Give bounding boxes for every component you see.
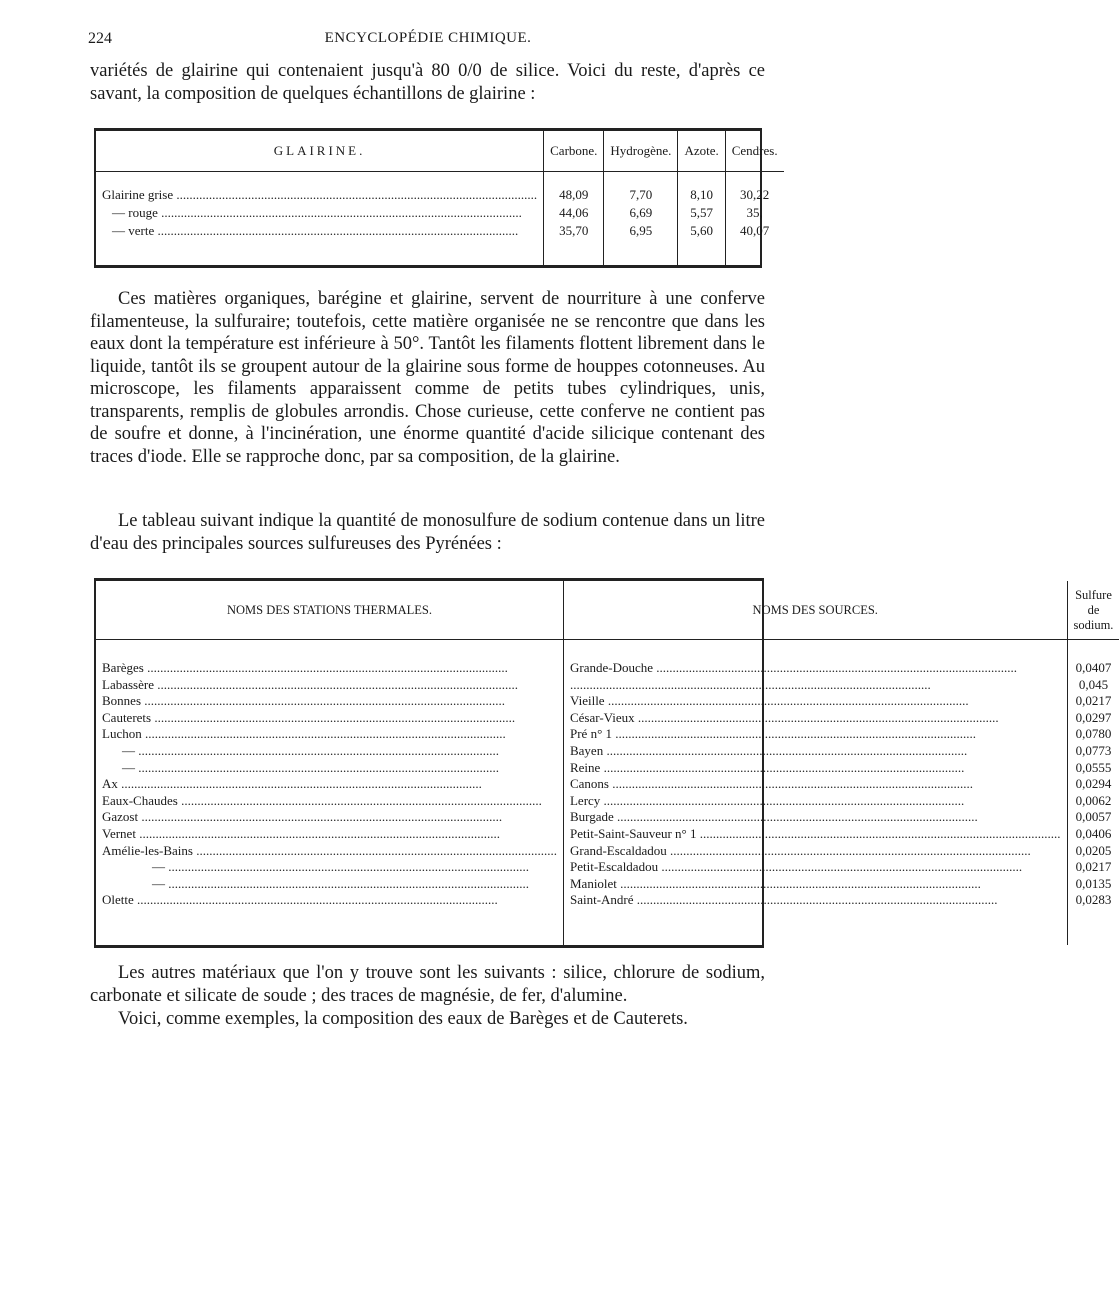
cell-value: 5,60 xyxy=(690,223,713,238)
cell-value: 0,0406 xyxy=(1075,825,1112,841)
cell-value: 0,0217 xyxy=(1075,859,1112,875)
column-header: Carbone. xyxy=(544,131,604,172)
cell-value: 6,95 xyxy=(629,223,653,238)
cell-value: 0,045 xyxy=(1078,676,1109,692)
cendres-column xyxy=(725,172,783,266)
sample-name: — verte ..... xyxy=(102,222,537,240)
header-title: ENCYCLOPÉDIE CHIMIQUE. xyxy=(324,30,532,46)
cell-value: 0,0057 xyxy=(1075,809,1112,825)
azote-column xyxy=(678,172,725,266)
station-name: — ..... xyxy=(102,859,557,876)
source-name: Maniolet ..... xyxy=(570,876,1061,893)
cell-value: 8,10 xyxy=(690,187,713,202)
cell-value: 0,0205 xyxy=(1075,842,1112,858)
column-header: NOMS DES STATIONS THERMALES. xyxy=(96,581,563,640)
station-name: Barèges ..... xyxy=(102,660,557,677)
running-head xyxy=(88,30,768,52)
station-name: Cauterets ..... xyxy=(102,710,557,727)
column-header: Hydrogène. xyxy=(604,131,678,172)
source-name: Petit-Saint-Sauveur n° 1 ..... xyxy=(570,826,1061,843)
station-name: Ax ..... xyxy=(102,776,557,793)
table-body xyxy=(96,172,784,266)
sources-column xyxy=(563,640,1067,946)
station-name: Olette ..... xyxy=(102,892,557,909)
table-header-row xyxy=(96,131,784,172)
paragraph-materiaux: Les autres matériaux que l'on y trouve sont les suivants : silice, chlorure de sodium, carbonate et silicate de soude ; des traces de magnésie, de fer, d'alumine. xyxy=(90,963,765,1006)
source-name: Petit-Escaldadou ..... xyxy=(570,859,1061,876)
column-header: Sulfure de sodium. xyxy=(1067,581,1119,640)
column-header: NOMS DES SOURCES. xyxy=(563,581,1067,640)
paragraph-conferve: Ces matières organiques, barégine et glairine, servent de nourriture à une conferve filamenteuse, la sulfuraire; toutefois, cette matière organisée ne se rencontre que dans les eaux dont la température est inférieure à 50°. Tantôt les filaments flottent librement dans le liquide, tantôt ils se groupent autour de la glairine sous forme de houppes cotonneuses. Au microscope, les filaments apparaissent comme de petits tubes cylindriques, unis, transparents, remplis de globules arrondis. Chose curieuse, cette conferve ne contient pas de soufre et donne, à l'incinération, une énorme quantité d'acide silicique contenant des traces d'iode. Elle se rapproche donc, par sa composition, de la glairine. xyxy=(90,289,765,467)
source-name: Grande-Douche ..... xyxy=(570,660,1061,677)
stations-column xyxy=(96,640,563,946)
cell-value: 7,70 xyxy=(629,187,653,202)
hydrogene-column xyxy=(604,172,678,266)
source-name: Burgade ..... xyxy=(570,809,1061,826)
cell-value: 35,70 xyxy=(559,223,589,238)
cell-value: 6,69 xyxy=(629,205,653,220)
station-name: Luchon ..... xyxy=(102,726,557,743)
sulfure-column xyxy=(1067,640,1119,946)
cell-value: 0,0407 xyxy=(1075,660,1112,675)
paragraph-tableau-intro: Le tableau suivant indique la quantité de monosulfure de sodium contenue dans un litre d'eau des principales sources sulfureuses des Pyrénées : xyxy=(90,511,765,554)
cell-value: 0,0135 xyxy=(1075,875,1112,891)
cell-value: 40,07 xyxy=(740,223,770,238)
cell-value: 0,0294 xyxy=(1075,776,1112,792)
station-name: Labassère ..... xyxy=(102,677,557,694)
cell-value: 44,06 xyxy=(559,205,589,220)
sample-name: — rouge ..... xyxy=(102,204,537,222)
cell-value: 35, xyxy=(746,205,763,220)
station-name: Vernet ..... xyxy=(102,826,557,843)
source-name xyxy=(570,677,1061,694)
source-name: Bayen ..... xyxy=(570,743,1061,760)
station-name: — ..... xyxy=(102,876,557,893)
source-name: Saint-André ..... xyxy=(570,892,1061,909)
paragraph-exemples: Voici, comme exemples, la composition des eaux de Barèges et de Cauterets. xyxy=(118,1009,688,1029)
station-name: Eaux-Chaudes ..... xyxy=(102,793,557,810)
sample-names-column xyxy=(96,172,544,266)
glairine-composition-table xyxy=(94,128,778,268)
source-name: Canons ..... xyxy=(570,776,1061,793)
sulfure-sodium-table xyxy=(94,578,1114,948)
cell-value: 48,09 xyxy=(559,187,589,202)
cell-value: 0,0555 xyxy=(1075,759,1112,775)
source-name: Reine ..... xyxy=(570,760,1061,777)
table-header-row xyxy=(96,581,1119,640)
station-name: Amélie-les-Bains ..... xyxy=(102,843,557,860)
cell-value: 0,0217 xyxy=(1075,693,1112,709)
station-name: Bonnes ..... xyxy=(102,693,557,710)
cell-value: 0,0283 xyxy=(1075,892,1112,908)
cell-value: 0,0773 xyxy=(1075,742,1112,758)
column-header: GLAIRINE. xyxy=(96,131,544,172)
station-name: Gazost ..... xyxy=(102,809,557,826)
source-name: Lercy ..... xyxy=(570,793,1061,810)
cell-value: 0,0780 xyxy=(1075,726,1112,742)
intro-paragraph: variétés de glairine qui contenaient jusqu'à 80 0/0 de silice. Voici du reste, d'après ce savant, la composition de quelques échantillons de glairine : xyxy=(90,61,765,104)
source-name: Vieille ..... xyxy=(570,693,1061,710)
station-name: — ..... xyxy=(102,760,557,777)
cell-value: 30,22 xyxy=(740,187,770,202)
source-name: César-Vieux ..... xyxy=(570,710,1061,727)
column-header: Azote. xyxy=(678,131,725,172)
table-body xyxy=(96,640,1119,946)
cell-value: 0,0297 xyxy=(1075,709,1112,725)
station-name: — ..... xyxy=(102,743,557,760)
carbone-column xyxy=(544,172,604,266)
source-name: Grand-Escaldadou ..... xyxy=(570,843,1061,860)
page-number: 224 xyxy=(88,30,112,47)
cell-value: 0,0062 xyxy=(1075,792,1112,808)
source-name: Pré n° 1 ..... xyxy=(570,726,1061,743)
column-header: Cendres. xyxy=(725,131,783,172)
sample-name: Glairine grise ..... xyxy=(102,186,537,204)
cell-value: 5,57 xyxy=(690,205,713,220)
